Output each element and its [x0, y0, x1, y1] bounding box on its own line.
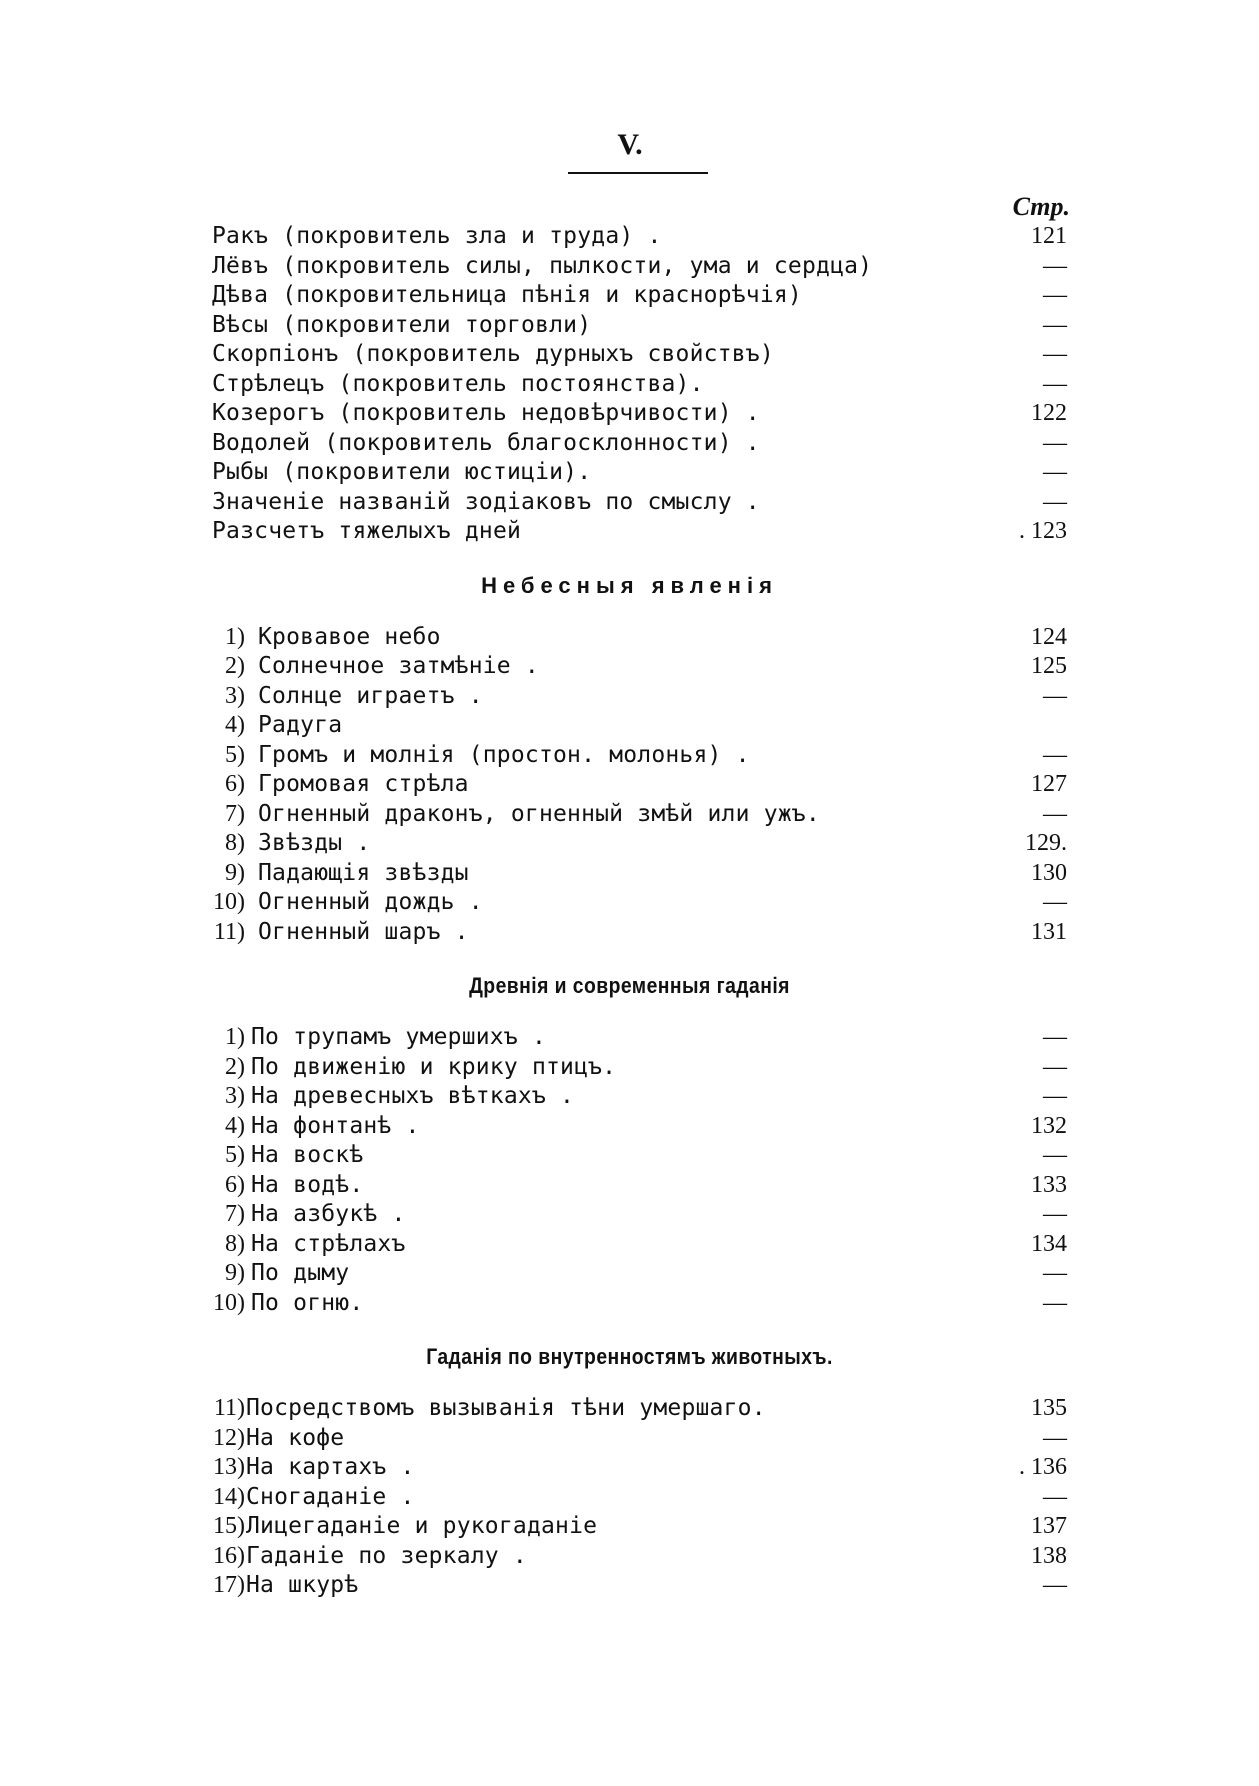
entry-page: —: [1043, 1053, 1067, 1080]
entry-text: Громъ и молнія (простон. молонья) .: [258, 741, 750, 768]
entry-number: 7): [225, 1201, 245, 1227]
entry-number: 10): [213, 889, 245, 915]
entry-text: Солнечное затмѣніе .: [258, 653, 539, 679]
toc-entry: [0, 682, 1259, 712]
section-heading: Древнія и современныя гаданія: [469, 973, 790, 998]
entry-page: 131: [1031, 918, 1067, 945]
entry-page: —: [1043, 682, 1067, 709]
entry-page: —: [1043, 741, 1067, 768]
entry-page: 124: [1031, 623, 1067, 650]
entry-number: 11): [213, 1395, 245, 1421]
entry-text: Разсчетъ тяжелыхъ дней: [212, 518, 522, 544]
entry-page: —: [1043, 311, 1067, 338]
entry-number: 8): [225, 1230, 245, 1257]
page-number: V.: [617, 128, 643, 161]
entry-page: —: [1043, 341, 1067, 367]
entry-number: 17): [213, 1572, 245, 1598]
toc-entry: [0, 488, 1259, 518]
entry-page: 135: [1031, 1395, 1067, 1421]
toc-entry: [0, 1259, 1259, 1289]
entry-page: —: [1043, 800, 1067, 827]
entry-text: На шкурѣ: [246, 1572, 359, 1598]
entry-page: —: [1043, 1424, 1067, 1451]
toc-entry: [0, 1200, 1259, 1230]
entry-text: Лицегаданіе и рукогаданіе: [246, 1513, 598, 1539]
entry-number: 13): [213, 1454, 245, 1480]
entry-text: Огненный дождь .: [258, 889, 483, 915]
entry-text: На водѣ.: [251, 1171, 364, 1198]
toc-entry: [0, 1171, 1259, 1201]
entry-page: —: [1043, 488, 1067, 515]
toc-entry: [0, 859, 1259, 889]
entry-page: 121: [1031, 223, 1067, 249]
entry-number: 3): [225, 1083, 245, 1109]
entry-text: Дѣва (покровительница пѣнія и краснорѣчія): [212, 282, 802, 308]
entry-page: —: [1043, 252, 1067, 279]
entry-number: 3): [225, 682, 245, 709]
toc-entry: [0, 370, 1259, 400]
entry-page: 134: [1031, 1230, 1067, 1257]
entry-page: —: [1043, 282, 1067, 308]
entry-number: 9): [225, 859, 245, 886]
entry-text: На стрѣлахъ: [251, 1230, 406, 1257]
toc-entry: [0, 1141, 1259, 1171]
header-rule: [568, 172, 708, 174]
entry-text: На древесныхъ вѣткахъ .: [251, 1083, 575, 1109]
entry-page: —: [1043, 1024, 1067, 1050]
toc-entry: [0, 1023, 1259, 1053]
entry-text: Гаданіе по зеркалу .: [246, 1542, 527, 1569]
toc-entry: [0, 1424, 1259, 1454]
entry-text: На картахъ .: [246, 1454, 415, 1480]
entry-text: Козерогъ (покровитель недовѣрчивости) .: [212, 400, 760, 426]
entry-number: 5): [225, 741, 245, 768]
toc-entry: [0, 888, 1259, 918]
entry-number: 4): [225, 1112, 245, 1139]
toc-entry: [0, 281, 1259, 311]
toc-entry: [0, 1394, 1259, 1424]
entry-page: 130: [1031, 859, 1067, 886]
entry-text: Радуга: [258, 712, 343, 738]
toc-entry: [0, 458, 1259, 488]
entry-number: 5): [225, 1142, 245, 1168]
entry-text: Громовая стрѣла: [258, 771, 469, 797]
entry-number: 14): [213, 1483, 245, 1510]
entry-text: На азбукѣ .: [251, 1201, 406, 1227]
table-of-contents: [0, 222, 1259, 1601]
entry-text: Скорпіонъ (покровитель дурныхъ свойствъ): [212, 341, 774, 367]
entry-text: Ракъ (покровитель зла и труда) .: [212, 223, 662, 249]
entry-text: На воскѣ: [251, 1142, 364, 1168]
entry-page: 133: [1031, 1171, 1067, 1198]
toc-entry: [0, 429, 1259, 459]
entry-page: . 123: [1019, 518, 1067, 544]
toc-entry: [0, 399, 1259, 429]
entry-text: Стрѣлецъ (покровитель постоянства).: [212, 370, 704, 397]
entry-number: 7): [225, 800, 245, 827]
entry-page: —: [1043, 429, 1067, 456]
entry-page: —: [1043, 1483, 1067, 1510]
entry-text: По трупамъ умершихъ .: [251, 1024, 546, 1050]
toc-entry: [0, 1483, 1259, 1513]
entry-text: Посредствомъ вызыванія тѣни умершаго.: [246, 1395, 766, 1421]
toc-entry: [0, 1082, 1259, 1112]
entry-number: 11): [213, 918, 245, 945]
toc-entry: [0, 517, 1259, 547]
toc-entry: [0, 1112, 1259, 1142]
entry-text: По движенію и крику птицъ.: [251, 1053, 617, 1080]
toc-entry: [0, 252, 1259, 282]
entry-page: 138: [1031, 1542, 1067, 1569]
entry-text: На кофе: [246, 1424, 345, 1451]
section-heading: Гаданія по внутренностямъ животныхъ.: [426, 1344, 833, 1369]
entry-page: —: [1043, 889, 1067, 915]
entry-text: Кровавое небо: [258, 623, 441, 650]
entry-page: —: [1043, 1572, 1067, 1598]
entry-number: 2): [225, 653, 245, 679]
entry-page: —: [1043, 459, 1067, 485]
entry-page: 122: [1031, 400, 1067, 426]
toc-entry: [0, 1289, 1259, 1319]
entry-text: Звѣзды .: [258, 830, 371, 856]
entry-text: Значеніе названій зодіаковъ по смыслу .: [212, 488, 760, 515]
entry-page: 137: [1031, 1513, 1067, 1539]
entry-number: 9): [225, 1260, 245, 1286]
entry-number: 6): [225, 771, 245, 797]
toc-entry: [0, 222, 1259, 252]
entry-number: 15): [213, 1513, 245, 1539]
toc-entry: [0, 1453, 1259, 1483]
toc-entry: [0, 918, 1259, 948]
toc-entry: [0, 1542, 1259, 1572]
toc-entry: [0, 340, 1259, 370]
entry-page: —: [1043, 1083, 1067, 1109]
toc-entry: [0, 1053, 1259, 1083]
entry-page: . 136: [1019, 1454, 1067, 1480]
entry-text: Лёвъ (покровитель силы, пылкости, ума и сердца): [212, 252, 873, 279]
entry-number: 12): [213, 1424, 245, 1451]
entry-text: Солнце играетъ .: [258, 682, 483, 709]
toc-entry: [0, 1512, 1259, 1542]
toc-entry: [0, 711, 1259, 741]
entry-number: 1): [225, 623, 245, 650]
toc-entry: [0, 1230, 1259, 1260]
entry-text: Вѣсы (покровители торговли): [212, 311, 592, 338]
entry-number: 2): [225, 1053, 245, 1080]
page-column-header: Стр.: [1012, 192, 1070, 221]
entry-page: 132: [1031, 1112, 1067, 1139]
toc-entry: [0, 311, 1259, 341]
entry-text: Падающія звѣзды: [258, 859, 469, 886]
entry-page: —: [1043, 1142, 1067, 1168]
entry-number: 10): [213, 1289, 245, 1316]
entry-text: Водолей (покровитель благосклонности) .: [212, 429, 760, 456]
toc-entry: [0, 829, 1259, 859]
toc-entry: [0, 741, 1259, 771]
toc-entry: [0, 800, 1259, 830]
entry-number: 8): [225, 830, 245, 856]
entry-page: —: [1043, 370, 1067, 397]
toc-entry: [0, 652, 1259, 682]
entry-number: 1): [225, 1024, 245, 1050]
entry-text: По огню.: [251, 1289, 364, 1316]
entry-page: —: [1043, 1260, 1067, 1286]
entry-page: —: [1043, 1201, 1067, 1227]
entry-page: —: [1043, 1289, 1067, 1316]
entry-text: По дыму: [251, 1260, 350, 1286]
toc-entry: [0, 1571, 1259, 1601]
entry-text: Огненный драконъ, огненный змѣй или ужъ.: [258, 800, 820, 827]
toc-entry: [0, 623, 1259, 653]
section-heading: Небесныя явленія: [481, 572, 778, 598]
entry-text: Огненный шаръ .: [258, 918, 469, 945]
entry-number: 16): [213, 1542, 245, 1569]
entry-number: 4): [225, 712, 245, 738]
entry-number: 6): [225, 1171, 245, 1198]
entry-text: Сногаданіе .: [246, 1483, 415, 1510]
entry-page: 125: [1031, 653, 1067, 679]
entry-text: Рыбы (покровители юстиціи).: [212, 459, 592, 485]
toc-entry: [0, 770, 1259, 800]
entry-page: 129.: [1025, 830, 1067, 856]
entry-page: 127: [1031, 771, 1067, 797]
entry-text: На фонтанѣ .: [251, 1112, 420, 1139]
